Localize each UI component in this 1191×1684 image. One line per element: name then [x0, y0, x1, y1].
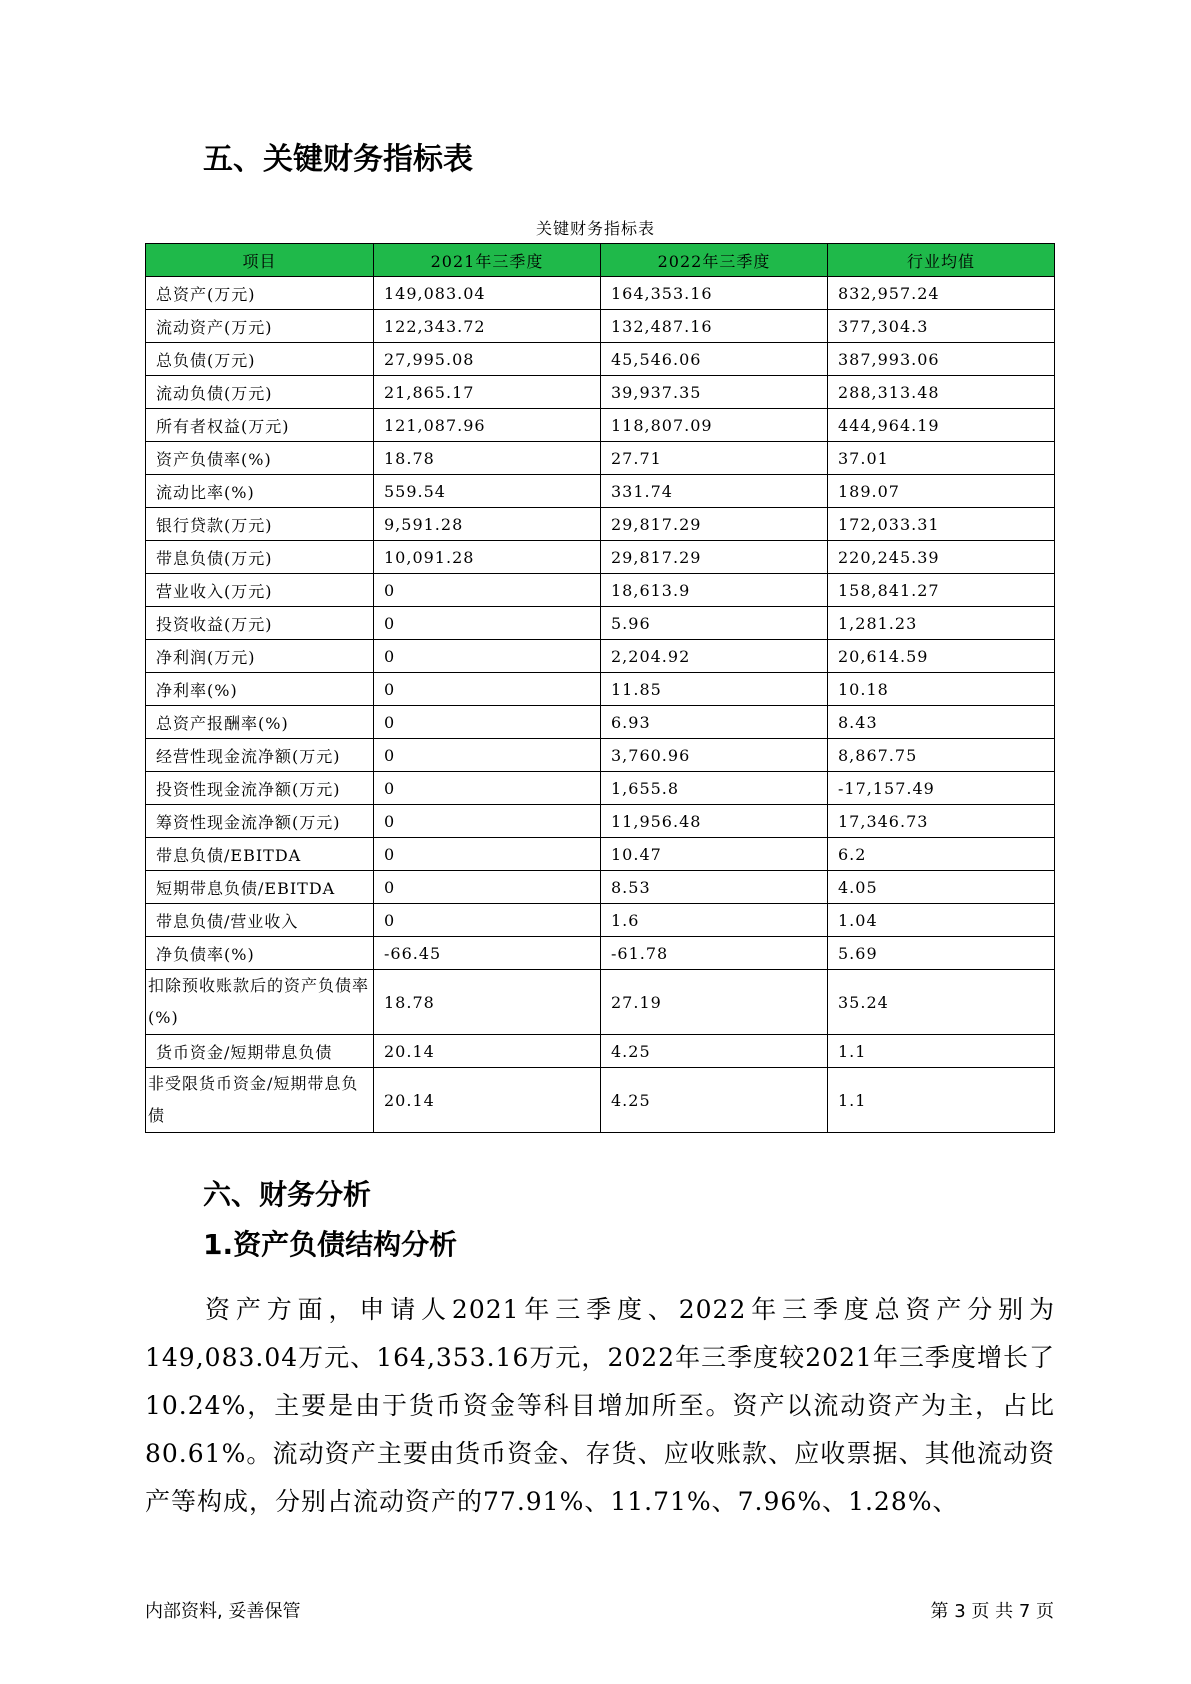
cell-2021q3: 27,995.08	[374, 343, 601, 376]
cell-2021q3: 10,091.28	[374, 541, 601, 574]
table-row	[146, 640, 1055, 673]
cell-2021q3: 0	[374, 640, 601, 673]
table-row	[146, 970, 1055, 1035]
row-label: 带息负债/EBITDA	[146, 838, 374, 871]
cell-2022q3: 27.71	[601, 442, 828, 475]
cell-2022q3: 132,487.16	[601, 310, 828, 343]
cell-industry-avg: 288,313.48	[828, 376, 1055, 409]
table-caption: 关键财务指标表	[535, 219, 655, 238]
row-label: 净负债率(%)	[146, 937, 374, 970]
cell-2022q3: 18,613.9	[601, 574, 828, 607]
table-row	[146, 871, 1055, 904]
cell-2021q3: 0	[374, 739, 601, 772]
cell-2021q3: 122,343.72	[374, 310, 601, 343]
cell-2022q3: -61.78	[601, 937, 828, 970]
cell-2021q3: 18.78	[374, 970, 601, 1035]
row-label: 经营性现金流净额(万元)	[146, 739, 374, 772]
cell-industry-avg: 1.1	[828, 1068, 1055, 1133]
table-row	[146, 541, 1055, 574]
cell-industry-avg: 20,614.59	[828, 640, 1055, 673]
financial-indicators-table	[145, 243, 1055, 1133]
row-label: 流动负债(万元)	[146, 376, 374, 409]
cell-industry-avg: 189.07	[828, 475, 1055, 508]
cell-2022q3: 39,937.35	[601, 376, 828, 409]
cell-2021q3: -66.45	[374, 937, 601, 970]
footer-confidential-note: 内部资料, 妥善保管	[145, 1601, 301, 1622]
header-2022q3: 2022年三季度	[601, 244, 828, 277]
cell-industry-avg: 387,993.06	[828, 343, 1055, 376]
cell-industry-avg: -17,157.49	[828, 772, 1055, 805]
header-2021q3: 2021年三季度	[374, 244, 601, 277]
row-label: 总负债(万元)	[146, 343, 374, 376]
cell-2021q3: 0	[374, 772, 601, 805]
cell-industry-avg: 6.2	[828, 838, 1055, 871]
subsection-title: 1.资产负债结构分析	[203, 1228, 458, 1261]
cell-2022q3: 2,204.92	[601, 640, 828, 673]
cell-2021q3: 0	[374, 904, 601, 937]
table-row	[146, 607, 1055, 640]
table-row	[146, 475, 1055, 508]
cell-industry-avg: 1.1	[828, 1035, 1055, 1068]
table-row	[146, 739, 1055, 772]
cell-2021q3: 0	[374, 607, 601, 640]
cell-2021q3: 0	[374, 706, 601, 739]
cell-industry-avg: 5.69	[828, 937, 1055, 970]
cell-2022q3: 45,546.06	[601, 343, 828, 376]
cell-2021q3: 20.14	[374, 1068, 601, 1133]
table-row	[146, 343, 1055, 376]
row-label: 带息负债/营业收入	[146, 904, 374, 937]
table-row	[146, 1035, 1055, 1068]
cell-2022q3: 4.25	[601, 1068, 828, 1133]
table-row	[146, 409, 1055, 442]
cell-2022q3: 29,817.29	[601, 541, 828, 574]
analysis-paragraph: 资产方面，申请人2021年三季度、2022年三季度总资产分别为149,083.04万元、164,353.16万元，2022年三季度较2021年三季度增长了10.24%，主要是由于货币资金等科目增加所至。资产以流动资产为主，占比80.61%。流动资产主要由货币资金、存货、应收账款、应收票据、其他流动资产等构成，分别占流动资产的77.91%、11.71%、7.96%、1.28%、	[145, 1295, 1055, 1516]
cell-2022q3: 6.93	[601, 706, 828, 739]
row-label: 短期带息负债/EBITDA	[146, 871, 374, 904]
row-label: 资产负债率(%)	[146, 442, 374, 475]
table-row	[146, 310, 1055, 343]
table-row	[146, 706, 1055, 739]
row-label: 流动比率(%)	[146, 475, 374, 508]
cell-industry-avg: 1.04	[828, 904, 1055, 937]
cell-2022q3: 118,807.09	[601, 409, 828, 442]
cell-industry-avg: 8,867.75	[828, 739, 1055, 772]
row-label: 流动资产(万元)	[146, 310, 374, 343]
section-title: 五、关键财务指标表	[203, 142, 473, 177]
cell-2021q3: 0	[374, 673, 601, 706]
row-label: 货币资金/短期带息负债	[146, 1035, 374, 1068]
table-row	[146, 904, 1055, 937]
row-label: 非受限货币资金/短期带息负债	[146, 1068, 374, 1133]
cell-industry-avg: 172,033.31	[828, 508, 1055, 541]
cell-2022q3: 1.6	[601, 904, 828, 937]
cell-industry-avg: 10.18	[828, 673, 1055, 706]
table-row	[146, 673, 1055, 706]
table-header-row	[146, 244, 1055, 277]
cell-industry-avg: 17,346.73	[828, 805, 1055, 838]
cell-2022q3: 11,956.48	[601, 805, 828, 838]
cell-industry-avg: 220,245.39	[828, 541, 1055, 574]
header-item: 项目	[146, 244, 374, 277]
cell-2022q3: 164,353.16	[601, 277, 828, 310]
cell-industry-avg: 35.24	[828, 970, 1055, 1035]
cell-2022q3: 29,817.29	[601, 508, 828, 541]
row-label: 净利率(%)	[146, 673, 374, 706]
row-label: 筹资性现金流净额(万元)	[146, 805, 374, 838]
table-row	[146, 772, 1055, 805]
cell-industry-avg: 8.43	[828, 706, 1055, 739]
cell-industry-avg: 37.01	[828, 442, 1055, 475]
cell-2022q3: 10.47	[601, 838, 828, 871]
table-row	[146, 805, 1055, 838]
cell-2022q3: 5.96	[601, 607, 828, 640]
table-row	[146, 376, 1055, 409]
cell-2021q3: 9,591.28	[374, 508, 601, 541]
cell-industry-avg: 158,841.27	[828, 574, 1055, 607]
table-row	[146, 442, 1055, 475]
cell-2022q3: 27.19	[601, 970, 828, 1035]
row-label: 所有者权益(万元)	[146, 409, 374, 442]
cell-2022q3: 3,760.96	[601, 739, 828, 772]
row-label: 扣除预收账款后的资产负债率(%)	[146, 970, 374, 1035]
cell-industry-avg: 444,964.19	[828, 409, 1055, 442]
table-row	[146, 937, 1055, 970]
cell-2022q3: 4.25	[601, 1035, 828, 1068]
row-label: 投资收益(万元)	[146, 607, 374, 640]
row-label: 净利润(万元)	[146, 640, 374, 673]
cell-2021q3: 0	[374, 838, 601, 871]
table-row	[146, 838, 1055, 871]
row-label: 总资产(万元)	[146, 277, 374, 310]
table-row	[146, 508, 1055, 541]
cell-2021q3: 18.78	[374, 442, 601, 475]
section-title-financial-analysis: 六、财务分析	[203, 1178, 372, 1211]
cell-industry-avg: 832,957.24	[828, 277, 1055, 310]
cell-2021q3: 21,865.17	[374, 376, 601, 409]
cell-2021q3: 0	[374, 871, 601, 904]
cell-2022q3: 8.53	[601, 871, 828, 904]
cell-2021q3: 0	[374, 574, 601, 607]
footer-page-number: 第 3 页 共 7 页	[930, 1601, 1054, 1622]
cell-2021q3: 121,087.96	[374, 409, 601, 442]
row-label: 总资产报酬率(%)	[146, 706, 374, 739]
cell-2021q3: 20.14	[374, 1035, 601, 1068]
cell-industry-avg: 377,304.3	[828, 310, 1055, 343]
cell-2022q3: 1,655.8	[601, 772, 828, 805]
cell-2021q3: 149,083.04	[374, 277, 601, 310]
cell-2021q3: 0	[374, 805, 601, 838]
row-label: 银行贷款(万元)	[146, 508, 374, 541]
cell-2022q3: 11.85	[601, 673, 828, 706]
row-label: 投资性现金流净额(万元)	[146, 772, 374, 805]
cell-industry-avg: 1,281.23	[828, 607, 1055, 640]
row-label: 营业收入(万元)	[146, 574, 374, 607]
table-row	[146, 277, 1055, 310]
cell-industry-avg: 4.05	[828, 871, 1055, 904]
table-row	[146, 1068, 1055, 1133]
header-industry-avg: 行业均值	[828, 244, 1055, 277]
row-label: 带息负债(万元)	[146, 541, 374, 574]
table-row	[146, 574, 1055, 607]
cell-2022q3: 331.74	[601, 475, 828, 508]
cell-2021q3: 559.54	[374, 475, 601, 508]
